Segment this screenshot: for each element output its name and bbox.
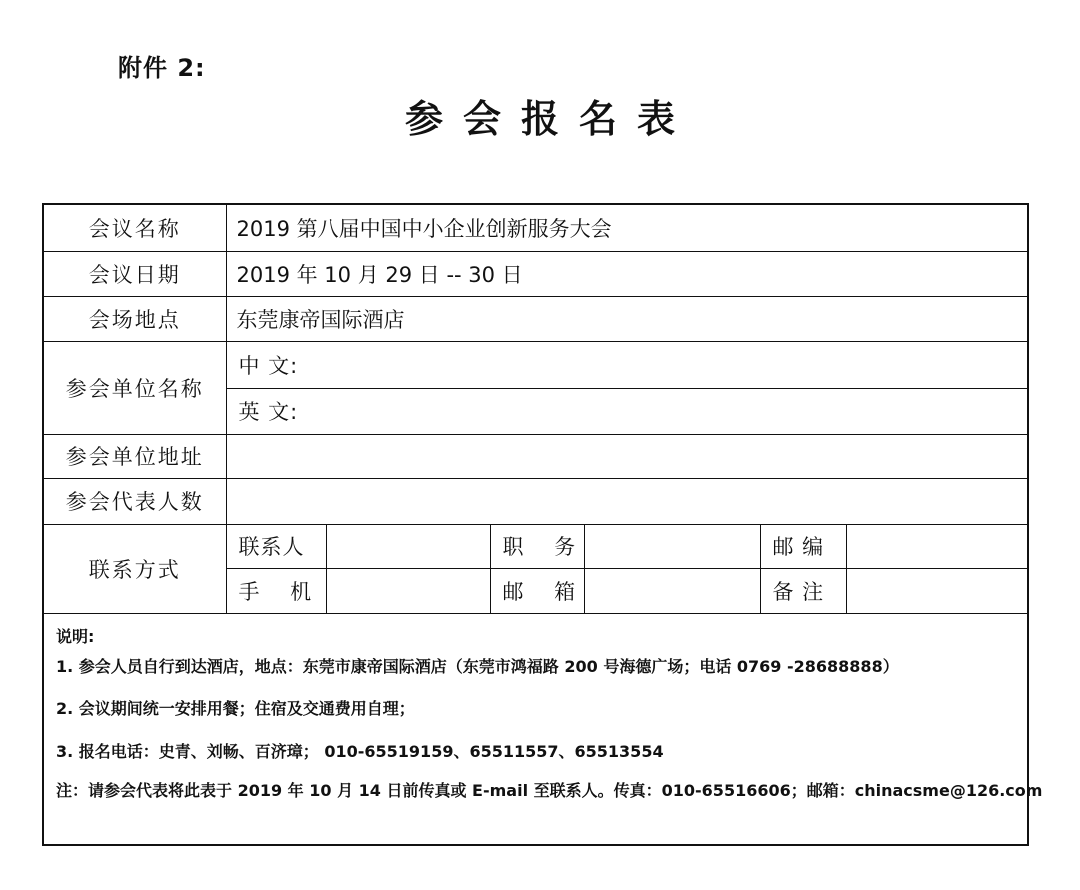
- note-item-1: 1. 参会人员自行到达酒店，地点：东莞市康帝国际酒店（东莞市鸿福路 200 号海德广场；电话 0769 -28688888）: [56, 657, 899, 676]
- venue-label: 会场地点: [44, 296, 226, 341]
- mobile-label: 手 机: [226, 568, 326, 613]
- mobile-field[interactable]: [326, 568, 490, 613]
- form-table: [44, 205, 1027, 614]
- attendee-count-label: 参会代表人数: [44, 478, 226, 524]
- org-address-field[interactable]: [226, 434, 1027, 478]
- notes-heading: 说明:: [56, 627, 95, 646]
- attachment-label: 附件 2:: [118, 54, 206, 82]
- meeting-name-label: 会议名称: [44, 205, 226, 251]
- attendee-count-field[interactable]: [226, 478, 1027, 524]
- contact-person-label: 联系人: [226, 524, 326, 568]
- email-label: 邮 箱: [490, 568, 584, 613]
- row-org-address: [44, 434, 1027, 478]
- row-meeting-date: [44, 251, 1027, 296]
- form-title: 参会报名表: [404, 96, 695, 141]
- postcode-label: 邮 编: [760, 524, 846, 568]
- note-item-2: 2. 会议期间统一安排用餐；住宿及交通费用自理；: [56, 699, 415, 718]
- row-org-name-cn: [44, 341, 1027, 388]
- contact-person-field[interactable]: [326, 524, 490, 568]
- registration-form: [42, 203, 1043, 846]
- meeting-date-label: 会议日期: [44, 251, 226, 296]
- note-item-3: 3. 报名电话：史青、刘畅、百济璋； 010-65519159、65511557、65513554: [56, 742, 664, 761]
- org-name-english-field[interactable]: 英 文:: [226, 388, 1027, 434]
- meeting-date-value[interactable]: 2019 年 10 月 29 日 -- 30 日: [226, 251, 1027, 296]
- row-attendee-count: [44, 478, 1027, 524]
- email-field[interactable]: [584, 568, 760, 613]
- row-meeting-name: [44, 205, 1027, 251]
- postcode-field[interactable]: [846, 524, 1027, 568]
- meeting-name-value[interactable]: 2019 第八届中国中小企业创新服务大会: [226, 205, 1027, 251]
- org-address-label: 参会单位地址: [44, 434, 226, 478]
- contact-label: 联系方式: [44, 524, 226, 613]
- notes-footer: 注：请参会代表将此表于 2019 年 10 月 14 日前传真或 E-mail 至联系人。传真：010-65516606；邮箱：chinacsme@126.com: [56, 781, 1043, 800]
- remarks-label: 备 注: [760, 568, 846, 613]
- org-name-label: 参会单位名称: [44, 341, 226, 434]
- row-venue: [44, 296, 1027, 341]
- position-field[interactable]: [584, 524, 760, 568]
- remarks-field[interactable]: [846, 568, 1027, 613]
- row-contact-1: [44, 524, 1027, 568]
- position-label: 职 务: [490, 524, 584, 568]
- venue-value[interactable]: 东莞康帝国际酒店: [226, 296, 1027, 341]
- org-name-chinese-field[interactable]: 中 文:: [226, 341, 1027, 388]
